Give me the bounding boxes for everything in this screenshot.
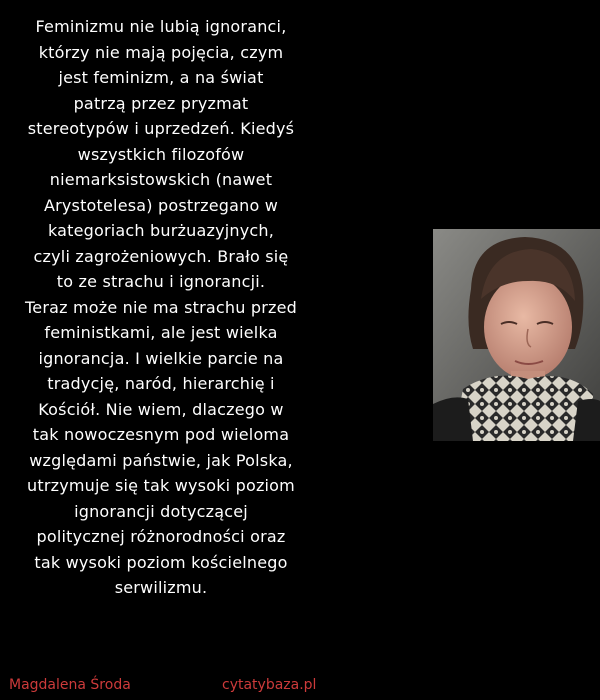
site-link[interactable]: cytatybaza.pl — [222, 677, 317, 693]
author-portrait — [433, 229, 600, 441]
author-name[interactable]: Magdalena Środa — [9, 677, 131, 693]
quote-text: Feminizmu nie lubią ignoranci, którzy nie mają pojęcia, czym jest feminizm, a na świat patrzą przez pryzmat stereotypów i uprzedzeń. Kiedyś wszystkich filozofów niemarksistowskich (nawet Arystotelesa) postrzegano w kategoriach burżuazyjnych, czyli zagrożeniowych. Brało się to ze strachu i ignorancji. Teraz może nie ma strachu przed feministkami, ale jest wielka ignorancja. I wielkie parcie na tradycję, naród, hierarchię i Kościół. Nie wiem, dlaczego w tak nowoczesnym pod wieloma względami państwie, jak Polska, utrzymuje się tak wysoki poziom ignorancji dotyczącej politycznej różnorodności oraz tak wysoki poziom kościelnego serwilizmu. — [25, 17, 297, 597]
